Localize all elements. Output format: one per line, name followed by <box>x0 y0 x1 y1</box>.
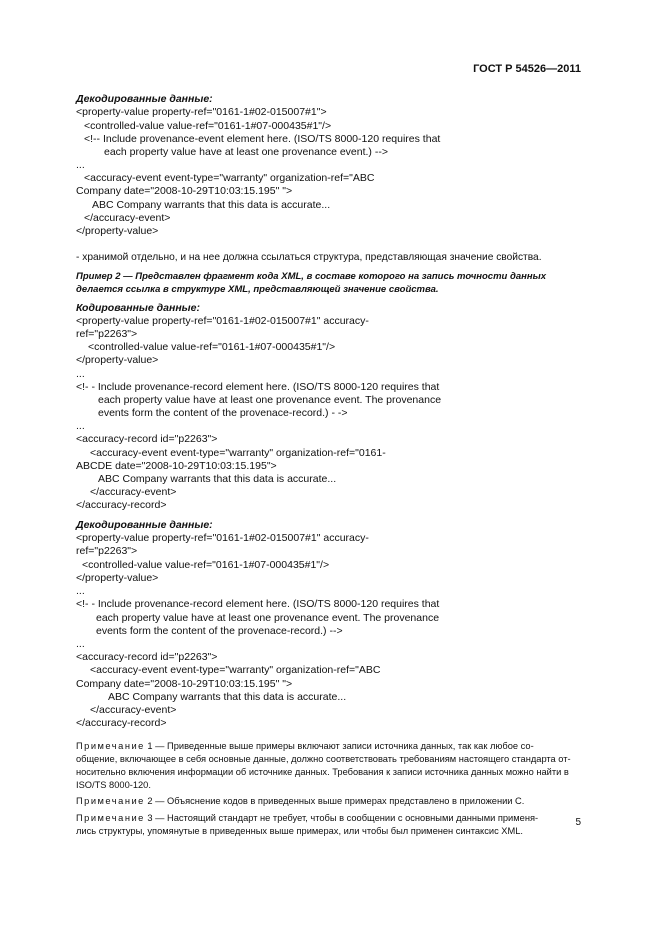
code-line: <accuracy-record id="p2263"> <box>76 433 218 445</box>
note-1-text: носительно включения информации об источнике данных. Требования к записи источника данных можно найти в <box>76 767 569 777</box>
document-header: ГОСТ Р 54526—2011 <box>473 63 581 75</box>
code-line: events form the content of the provenace-record.) --> <box>96 625 343 637</box>
body-paragraph: - хранимой отдельно, и на нее должна ссылаться структура, представляющая значение свойства. <box>76 252 542 263</box>
code-line: Company date="2008-10-29T10:03:15.195" "> <box>76 678 293 690</box>
code-line: ... <box>76 420 85 432</box>
code-line: <accuracy-event event-type="warranty" organization-ref="ABC <box>84 172 375 184</box>
section-heading-decoded: Декодированные данные: <box>76 93 213 105</box>
code-line: <property-value property-ref="0161-1#02-015007#1" accuracy- <box>76 532 369 544</box>
code-line: <controlled-value value-ref="0161-1#07-000435#1"/> <box>82 559 330 571</box>
code-line: </property-value> <box>76 572 159 584</box>
note-3 <box>76 812 538 825</box>
section-heading-decoded: Декодированные данные: <box>76 519 213 531</box>
code-line: <!-- Include provenance-event element here. (ISO/TS 8000-120 requires that <box>84 133 441 145</box>
code-line: </accuracy-record> <box>76 499 167 511</box>
code-line: ref="p2263"> <box>76 328 138 340</box>
note-text: 3 — Настоящий стандарт не требует, чтобы в сообщении с основными данными применя- <box>144 813 539 823</box>
code-line: <property-value property-ref="0161-1#02-015007#1" accuracy- <box>76 315 369 327</box>
code-line: ... <box>76 638 85 650</box>
code-line: ... <box>76 159 85 171</box>
note-text: 1 — Приведенные выше примеры включают записи источника данных, так как любое со- <box>144 741 534 751</box>
code-line: <accuracy-record id="p2263"> <box>76 651 218 663</box>
code-line: <accuracy-event event-type="warranty" organization-ref="ABC <box>90 664 381 676</box>
note-3-text: лись структуры, упомянутые в приведенных выше примерах, или чтобы был применен синтаксис XML. <box>76 826 524 836</box>
code-line: <property-value property-ref="0161-1#02-015007#1"> <box>76 106 327 118</box>
note-1 <box>76 740 534 753</box>
code-line: </accuracy-event> <box>84 212 171 224</box>
code-line: </accuracy-event> <box>90 486 177 498</box>
code-line: <controlled-value value-ref="0161-1#07-000435#1"/> <box>88 341 336 353</box>
code-line: ABC Company warrants that this data is accurate... <box>108 691 347 703</box>
section-heading-encoded: Кодированные данные: <box>76 302 200 314</box>
code-line: </property-value> <box>76 354 159 366</box>
note-label: Примечание <box>76 813 145 823</box>
note-1-text: общение, включающее в себя основные данные, должно соответствовать требованиям настоящего стандарта от- <box>76 754 571 764</box>
code-line: ref="p2263"> <box>76 545 138 557</box>
code-line: each property value have at least one provenance event. The provenance <box>98 394 442 406</box>
code-line: ABC Company warrants that this data is accurate... <box>92 199 331 211</box>
note-2 <box>76 795 524 808</box>
code-line: <!- - Include provenance-record element here. (ISO/TS 8000-120 requires that <box>76 598 440 610</box>
code-line: <accuracy-event event-type="warranty" organization-ref="0161- <box>90 447 386 459</box>
note-text: 2 — Объяснение кодов в приведенных выше примерах представлено в приложении C. <box>144 796 525 806</box>
note-label: Примечание <box>76 741 145 751</box>
code-line: Company date="2008-10-29T10:03:15.195" "> <box>76 185 293 197</box>
code-line: </property-value> <box>76 225 159 237</box>
note-1-text: ISO/TS 8000-120. <box>76 780 151 790</box>
code-line: ABC Company warrants that this data is accurate... <box>98 473 337 485</box>
example-caption: делается ссылка в структуре XML, представляющей значение свойства. <box>76 284 439 295</box>
code-line: <controlled-value value-ref="0161-1#07-000435#1"/> <box>84 120 332 132</box>
example-caption: Пример 2 — Представлен фрагмент кода XML, в составе которого на запись точности данных <box>76 271 546 282</box>
page-number: 5 <box>575 817 581 828</box>
code-line: ... <box>76 585 85 597</box>
code-line: </accuracy-record> <box>76 717 167 729</box>
code-line: ABCDE date="2008-10-29T10:03:15.195"> <box>76 460 277 472</box>
code-line: each property value have at least one provenance event.) --> <box>104 146 388 158</box>
code-line: ... <box>76 368 85 380</box>
code-line: <!- - Include provenance-record element here. (ISO/TS 8000-120 requires that <box>76 381 440 393</box>
code-line: events form the content of the provenace-record.) - -> <box>98 407 348 419</box>
code-line: each property value have at least one provenance event. The provenance <box>96 612 440 624</box>
note-label: Примечание <box>76 796 145 806</box>
code-line: </accuracy-event> <box>90 704 177 716</box>
